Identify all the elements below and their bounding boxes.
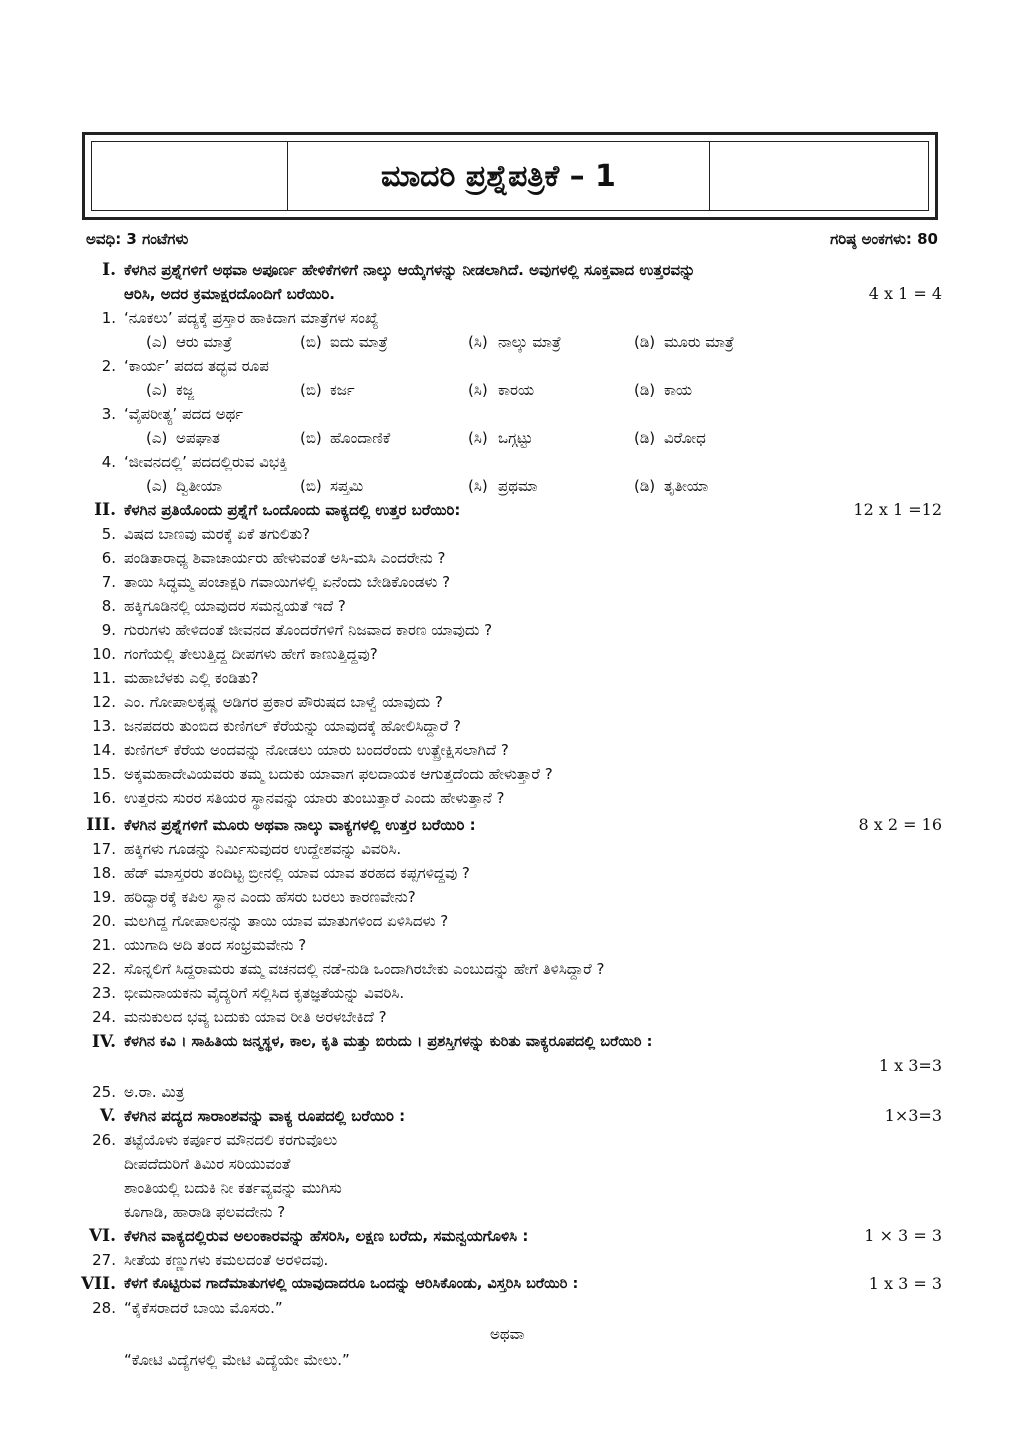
question-item	[0, 546, 942, 570]
poem-text: ಕೂಗಾಡಿ, ಹಾರಾಡಿ ಫಲವದೇನು ?	[124, 1203, 286, 1221]
poem-line	[0, 1152, 942, 1176]
section-number: V.	[99, 1106, 116, 1126]
question-item	[0, 1080, 942, 1104]
question-number: 24.	[92, 1008, 116, 1026]
section-heading	[0, 1272, 942, 1296]
section-number: IV.	[91, 1032, 116, 1052]
section-heading	[0, 813, 942, 837]
question-number: 27.	[92, 1251, 116, 1269]
question-text: ಗಂಗೆಯಲ್ಲಿ ತೇಲುತ್ತಿದ್ದ ದೀಪಗಳು ಹೇಗೆ ಕಾಣುತ್ತಿದ್ದವು?	[124, 645, 378, 663]
question-text: ಮನುಕುಲದ ಭವ್ಯ ಬದುಕು ಯಾವ ರೀತಿ ಅರಳಬೇಕಿದೆ ?	[124, 1008, 387, 1026]
question-text: ಭೀಮನಾಯಕನು ವೈದ್ಯರಿಗೆ ಸಲ್ಲಿಸಿದ ಕೃತಜ್ಞತೆಯನ್ನು ವಿವರಿಸಿ.	[124, 984, 405, 1002]
question-item	[0, 861, 942, 885]
question-number: 14.	[92, 741, 116, 759]
section-number: II.	[94, 500, 116, 520]
question-item	[0, 666, 942, 690]
question-number: 23.	[92, 984, 116, 1002]
section-instruction: ಕೆಳಗಿನ ಪ್ರಶ್ನೆಗಳಿಗೆ ಮೂರು ಅಥವಾ ನಾಲ್ಕು ವಾಕ್ಯಗಳಲ್ಲಿ ಉತ್ತರ ಬರೆಯಿರಿ :	[124, 816, 476, 834]
question-item	[0, 1348, 942, 1372]
question-number: 3.	[101, 405, 116, 423]
option-b: (ಬಿ) ಐದು ಮಾತ್ರೆ	[300, 333, 388, 351]
section-instruction: ಕೆಳಗಿನ ಪದ್ಯದ ಸಾರಾಂಶವನ್ನು ವಾಕ್ಯ ರೂಪದಲ್ಲಿ ಬರೆಯಿರಿ :	[124, 1107, 406, 1125]
poem-text: ಶಾಂತಿಯಲ್ಲಿ ಬದುಕಿ ನೀ ಕರ್ತವ್ಯವನ್ನು ಮುಗಿಸು	[124, 1179, 342, 1197]
question-number: 28.	[92, 1299, 116, 1317]
question-number: 15.	[92, 765, 116, 783]
option-b: (ಬಿ) ಹೊಂದಾಣಿಕೆ	[300, 429, 391, 447]
section-instruction: ಆರಿಸಿ, ಅದರ ಕ್ರಮಾಕ್ಷರದೊಂದಿಗೆ ಬರೆಯಿರಿ.	[124, 285, 335, 303]
question-item	[0, 570, 942, 594]
section-marks: 1×3=3	[884, 1106, 942, 1125]
option-d: (ಡಿ) ವಿರೋಧ	[634, 429, 706, 447]
question-text: ವಿಷದ ಬಾಣವು ಮರಕ್ಕೆ ಏಕೆ ತಗುಲಿತು?	[124, 525, 311, 543]
question-number: 2.	[101, 357, 116, 375]
question-text: ಗುರುಗಳು ಹೇಳಿದಂತೆ ಜೀವನದ ತೊಂದರೆಗಳಿಗೆ ನಿಜವಾದ ಕಾರಣ ಯಾವುದು ?	[124, 621, 493, 639]
question-item	[0, 306, 942, 330]
question-item	[0, 762, 942, 786]
section-heading-continued	[0, 282, 942, 306]
question-number: 13.	[92, 717, 116, 735]
option-a: (ಎ) ಆರು ಮಾತ್ರೆ	[146, 333, 233, 351]
option-d: (ಡಿ) ಕಾಯ	[634, 381, 693, 399]
max-marks-label: ಗರಿಷ್ಠ ಅಂಕಗಳು: 80	[830, 230, 938, 248]
question-item	[0, 618, 942, 642]
poem-line	[0, 1176, 942, 1200]
question-text: ಹರಿದ್ವಾರಕ್ಕೆ ಕಪಿಲ ಸ್ಥಾನ ಎಂದು ಹೆಸರು ಬರಲು ಕಾರಣವೇನು?	[124, 888, 416, 906]
question-number: 9.	[101, 621, 116, 639]
option-a: (ಎ) ಅಪಘಾತ	[146, 429, 221, 447]
option-c: (ಸಿ) ನಾಲ್ಕು ಮಾತ್ರೆ	[468, 333, 562, 351]
question-text: ಎಂ. ಗೋಪಾಲಕೃಷ್ಣ ಅಡಿಗರ ಪ್ರಕಾರ ಪೌರುಷದ ಬಾಳ್ವೆ ಯಾವುದು ?	[124, 693, 443, 711]
section-number: VII.	[80, 1274, 116, 1294]
section-heading	[0, 1104, 942, 1128]
poem-line	[0, 1200, 942, 1224]
question-number: 19.	[92, 888, 116, 906]
question-number: 11.	[92, 669, 116, 687]
option-row	[0, 378, 942, 402]
proverb-option-2: “ಕೋಟಿ ವಿದ್ಯೆಗಳಲ್ಲಿ ಮೇಟಿ ವಿದ್ಯೆಯೇ ಮೇಲು.”	[124, 1351, 350, 1369]
question-item	[0, 909, 942, 933]
question-text: ಉತ್ತರನು ಸುರರ ಸತಿಯರ ಸ್ಥಾನವನ್ನು ಯಾರು ತುಂಬುತ್ತಾರೆ ಎಂದು ಹೇಳುತ್ತಾನೆ ?	[124, 789, 505, 807]
title-box	[82, 132, 938, 220]
question-number: 17.	[92, 840, 116, 858]
section-number: I.	[102, 260, 116, 280]
title-box-inner	[91, 141, 929, 211]
section-instruction: ಕೆಳಗಿನ ಪ್ರತಿಯೊಂದು ಪ್ರಶ್ನೆಗೆ ಒಂದೊಂದು ವಾಕ್ಯದಲ್ಲಿ ಉತ್ತರ ಬರೆಯಿರಿ:	[124, 501, 461, 519]
option-c: (ಸಿ) ಪ್ರಥಮಾ	[468, 477, 538, 495]
section-marks: 12 x 1 =12	[853, 500, 942, 519]
poem-line	[0, 1128, 942, 1152]
question-number: 18.	[92, 864, 116, 882]
exam-meta	[86, 230, 938, 252]
section-heading	[0, 498, 942, 522]
section-heading	[0, 1224, 942, 1248]
question-text: ‘ಕಾರ್ಯ’ ಪದದ ತದ್ಭವ ರೂಪ	[124, 357, 269, 375]
question-text: ‘ವೈಪರೀತ್ಯ’ ಪದದ ಅರ್ಥ	[124, 405, 244, 423]
poem-text: ತಟ್ಟೆಯೊಳು ಕರ್ಪೂರ ಮೌನದಲಿ ಕರಗುವೊಲು	[124, 1131, 338, 1149]
question-text: ಕುಣಿಗಲ್ ಕೆರೆಯ ಅಂದವನ್ನು ನೋಡಲು ಯಾರು ಬಂದರೆಂದು ಉತ್ಪ್ರೇಕ್ಷಿಸಲಾಗಿದೆ ?	[124, 741, 509, 759]
question-item	[0, 1005, 942, 1029]
question-item	[0, 1296, 942, 1320]
section-number: VI.	[88, 1226, 116, 1246]
or-label: ಅಥವಾ	[490, 1325, 525, 1343]
section-number: III.	[86, 815, 116, 835]
question-text: ಅಕ್ಕಮಹಾದೇವಿಯವರು ತಮ್ಮ ಬದುಕು ಯಾವಾಗ ಫಲದಾಯಕ ಆಗುತ್ತದೆಂದು ಹೇಳುತ್ತಾರೆ ?	[124, 765, 553, 783]
question-text: ಯುಗಾದಿ ಅದಿ ತಂದ ಸಂಭ್ರಮವೇನು ?	[124, 936, 307, 954]
question-item	[0, 786, 942, 810]
question-item	[0, 981, 942, 1005]
question-item	[0, 402, 942, 426]
option-a: (ಎ) ದ್ವಿತೀಯಾ	[146, 477, 223, 495]
question-item	[0, 594, 942, 618]
option-d: (ಡಿ) ಮೂರು ಮಾತ್ರೆ	[634, 333, 735, 351]
question-item	[0, 642, 942, 666]
option-d: (ಡಿ) ತೃತೀಯಾ	[634, 477, 709, 495]
question-text: ತಾಯಿ ಸಿದ್ಧಮ್ಮ ಪಂಚಾಕ್ಷರಿ ಗವಾಯಿಗಳಲ್ಲಿ ಏನೆಂದು ಬೇಡಿಕೊಂಡಳು ?	[124, 573, 451, 591]
title-box-right-cell	[710, 142, 928, 210]
option-row	[0, 474, 942, 498]
question-text: ಮಲಗಿದ್ದ ಗೋಪಾಲನನ್ನು ತಾಯಿ ಯಾವ ಮಾತುಗಳಿಂದ ಏಳಿಸಿದಳು ?	[124, 912, 449, 930]
question-text: ಜನಪದರು ತುಂಬಿದ ಕುಣಿಗಲ್ ಕೆರೆಯನ್ನು ಯಾವುದಕ್ಕೆ ಹೋಲಿಸಿದ್ದಾರೆ ?	[124, 717, 461, 735]
question-number: 21.	[92, 936, 116, 954]
question-text: ‘ನೂಕಲು’ ಪದ್ಯಕ್ಕೆ ಪ್ರಸ್ತಾರ ಹಾಕಿದಾಗ ಮಾತ್ರೆಗಳ ಸಂಖ್ಯೆ	[124, 309, 379, 327]
duration-label: ಅವಧಿ: 3 ಗಂಟೆಗಳು	[86, 230, 189, 248]
question-number: 7.	[101, 573, 116, 591]
option-b: (ಬಿ) ಕರ್ಜ	[300, 381, 355, 399]
question-text: ಹೆಡ್ ಮಾಸ್ತರರು ತಂದಿಟ್ಟ ಬ್ರೀನಲ್ಲಿ ಯಾವ ಯಾವ ತರಹದ ಕಪ್ಪಗಳಿದ್ದವು ?	[124, 864, 470, 882]
section-heading	[0, 1030, 942, 1054]
option-c: (ಸಿ) ಒಗ್ಗಟ್ಟು	[468, 429, 533, 447]
question-number: 20.	[92, 912, 116, 930]
title-box-left-cell	[92, 142, 288, 210]
question-text: ಸೊನ್ನಲಿಗೆ ಸಿದ್ದರಾಮರು ತಮ್ಮ ವಚನದಲ್ಲಿ ನಡೆ-ನುಡಿ ಒಂದಾಗಿರಬೇಕು ಎಂಬುದನ್ನು ಹೇಗೆ ತಿಳಿಸಿದ್ದಾರೆ ?	[124, 960, 605, 978]
question-item	[0, 450, 942, 474]
question-item	[0, 690, 942, 714]
question-text: ಅ.ರಾ. ಮಿತ್ರ	[124, 1083, 185, 1101]
question-item	[0, 1248, 942, 1272]
poem-text: ದೀಪದೆದುರಿಗೆ ತಿಮಿರ ಸರಿಯುವಂತೆ	[124, 1155, 291, 1173]
question-item	[0, 837, 942, 861]
question-number: 6.	[101, 549, 116, 567]
option-row	[0, 426, 942, 450]
question-text: ಪಂಡಿತಾರಾಧ್ಯ ಶಿವಾಚಾರ್ಯರು ಹೇಳುವಂತೆ ಅಸಿ-ಮಸಿ ಎಂದರೇನು ?	[124, 549, 446, 567]
section-instruction: ಕೆಳಗಿನ ಕವಿ । ಸಾಹಿತಿಯ ಜನ್ಮಸ್ಥಳ, ಕಾಲ, ಕೃತಿ ಮತ್ತು ಬಿರುದು । ಪ್ರಶಸ್ತಿಗಳನ್ನು ಕುರಿತು ವಾಕ್ಯರೂಪದಲ್ಲಿ ಬರೆಯಿರಿ :	[124, 1034, 653, 1050]
question-number: 8.	[101, 597, 116, 615]
section-marks: 1 x 3=3	[878, 1056, 942, 1075]
question-number: 5.	[101, 525, 116, 543]
question-text: ‘ಜೀವನದಲ್ಲಿ’ ಪದದಲ್ಲಿರುವ ವಿಭಕ್ತಿ	[124, 453, 288, 471]
question-number: 25.	[92, 1083, 116, 1101]
section-heading	[0, 258, 942, 282]
section-marks: 1 x 3 = 3	[868, 1274, 942, 1293]
question-number: 1.	[101, 309, 116, 327]
question-item	[0, 957, 942, 981]
page-title: ಮಾದರಿ ಪ್ರಶ್ನೆಪತ್ರಿಕೆ – 1	[288, 142, 710, 210]
question-text: ಸೀತೆಯ ಕಣ್ಣುಗಳು ಕಮಲದಂತೆ ಅರಳಿದವು.	[124, 1251, 329, 1269]
section-marks: 1 × 3 = 3	[864, 1226, 942, 1245]
option-row	[0, 330, 942, 354]
question-number: 16.	[92, 789, 116, 807]
section-instruction: ಕೆಳಗಿನ ವಾಕ್ಯದಲ್ಲಿರುವ ಅಲಂಕಾರವನ್ನು ಹೆಸರಿಸಿ, ಲಕ್ಷಣ ಬರೆದು, ಸಮನ್ವಯಗೊಳಿಸಿ :	[124, 1227, 529, 1245]
question-item	[0, 522, 942, 546]
question-item	[0, 885, 942, 909]
option-b: (ಬಿ) ಸಪ್ತಮಿ	[300, 477, 364, 495]
question-text: ಮಹಾಬೆಳಕು ಎಲ್ಲಿ ಕಂಡಿತು?	[124, 669, 259, 687]
question-item	[0, 714, 942, 738]
section-marks: 4 x 1 = 4	[868, 284, 942, 303]
question-text: ಹಕ್ಕಿಗಳು ಗೂಡನ್ನು ನಿರ್ಮಿಸುವುದರ ಉದ್ದೇಶವನ್ನು ವಿವರಿಸಿ.	[124, 840, 402, 858]
question-number: 12.	[92, 693, 116, 711]
question-number: 10.	[92, 645, 116, 663]
question-number: 26.	[92, 1131, 116, 1149]
or-separator	[0, 1322, 942, 1346]
section-instruction: ಕೆಳಗೆ ಕೊಟ್ಟಿರುವ ಗಾದೆಮಾತುಗಳಲ್ಲಿ ಯಾವುದಾದರೂ ಒಂದನ್ನು ಆರಿಸಿಕೊಂಡು, ವಿಸ್ತರಿಸಿ ಬರೆಯಿರಿ :	[124, 1276, 579, 1292]
question-text: ಹಕ್ಕಿಗೂಡಿನಲ್ಲಿ ಯಾವುದರ ಸಮನ್ವಯತೆ ಇದೆ ?	[124, 597, 346, 615]
option-c: (ಸಿ) ಕಾರಯ	[468, 381, 535, 399]
proverb-option-1: “ಕೈಕೆಸರಾದರೆ ಬಾಯಿ ಮೊಸರು.”	[124, 1299, 283, 1317]
question-number: 22.	[92, 960, 116, 978]
question-item	[0, 738, 942, 762]
section-marks: 8 x 2 = 16	[858, 815, 942, 834]
section-instruction: ಕೆಳಗಿನ ಪ್ರಶ್ನೆಗಳಿಗೆ ಅಥವಾ ಅಪೂರ್ಣ ಹೇಳಿಕೆಗಳಿಗೆ ನಾಲ್ಕು ಆಯ್ಕೆಗಳನ್ನು ನೀಡಲಾಗಿದೆ. ಅವುಗಳಲ್ಲಿ ಸೂಕ್ತವಾದ ಉತ್ತರವನ್ನು	[124, 261, 696, 279]
question-item	[0, 354, 942, 378]
option-a: (ಎ) ಕಜ್ಜ	[146, 381, 194, 399]
question-item	[0, 933, 942, 957]
question-number: 4.	[101, 453, 116, 471]
section-heading-continued	[0, 1054, 942, 1078]
